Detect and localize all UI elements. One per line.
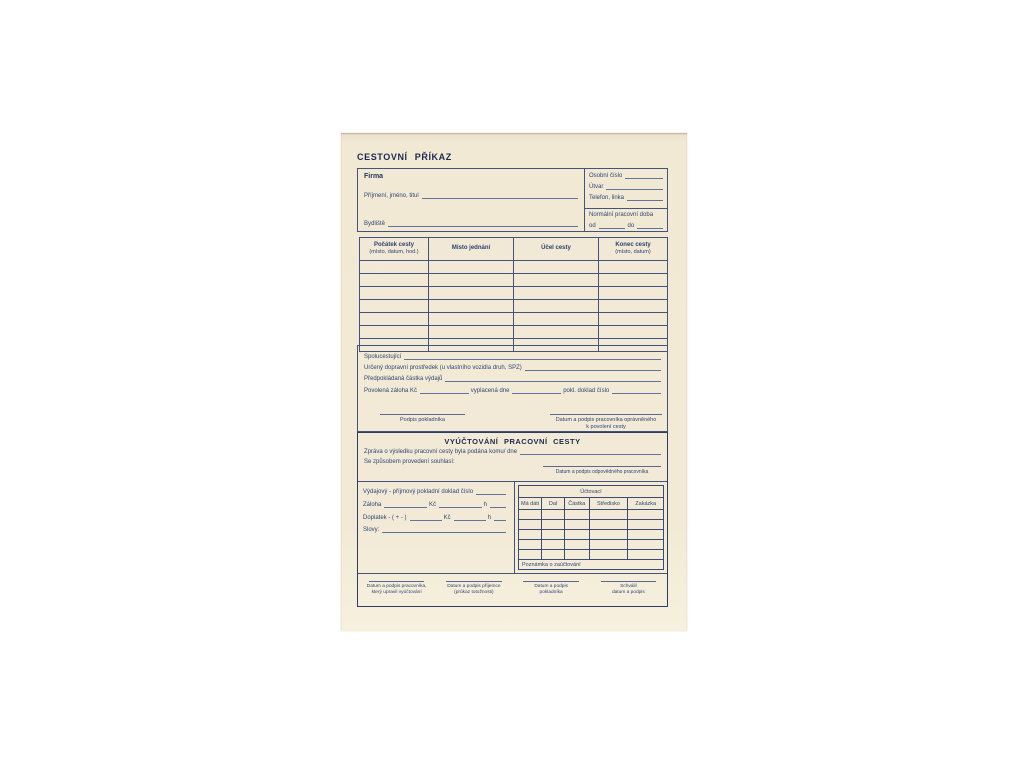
trip-col-end-sub: (místo, datum)	[615, 249, 651, 256]
signature-recipient-label2: (průkaz totožnosti)	[454, 590, 494, 596]
accounting-cell	[590, 520, 629, 529]
trip-cell-purpose	[514, 326, 599, 338]
accounting-col-zakazka: Zakázka	[635, 500, 657, 507]
advance-label: Povolená záloha Kč	[364, 388, 418, 395]
settlement-middle	[358, 482, 667, 573]
voucher-field	[363, 489, 506, 496]
trip-cell-place	[429, 300, 514, 312]
accounting-cell	[519, 530, 542, 539]
signature-approved	[590, 574, 667, 606]
accounting-row	[519, 509, 663, 519]
advance-field	[364, 388, 661, 395]
accounting-cell	[519, 540, 542, 549]
trip-cell-place	[429, 287, 514, 299]
accounting-cell	[565, 510, 589, 519]
trip-col-place-label: Místo jednání	[451, 245, 491, 252]
transport-fill-line	[525, 365, 661, 371]
trip-cell-place	[429, 261, 514, 273]
trip-cell-end	[599, 261, 667, 273]
trip-cell-place	[429, 274, 514, 286]
form-title: CESTOVNÍ PŘÍKAZ	[357, 152, 452, 162]
trip-cell-end	[599, 313, 667, 325]
transport-label: Určený dopravní prostředek (u vlastního vozidla druh, SPZ)	[364, 365, 522, 372]
approver-signature	[550, 414, 662, 431]
voucher-label: Výdajový - příjmový pokladní doklad číslo	[363, 489, 474, 496]
trip-cell-start	[360, 300, 429, 312]
to-label: do	[627, 223, 635, 230]
approver-signature-line	[550, 414, 662, 415]
trip-cell-start	[360, 274, 429, 286]
companions-fill-line	[404, 354, 661, 360]
accounting-cell	[590, 510, 629, 519]
accounting-cell	[565, 540, 589, 549]
surcharge-amount-line	[410, 515, 442, 521]
report-fill-line	[520, 449, 661, 455]
receipt-number-label: pokl. doklad číslo	[563, 388, 610, 395]
accounting-header	[519, 497, 663, 509]
trip-cell-place	[429, 313, 514, 325]
cashier-signature-label: Podpis pokladníka	[400, 417, 445, 423]
header-box	[357, 168, 668, 232]
department-field	[589, 184, 663, 191]
trip-cell-start	[360, 326, 429, 338]
voucher-fill-line	[476, 489, 506, 495]
trip-cell-purpose	[514, 287, 599, 299]
bottom-signature-band	[358, 574, 667, 606]
accounting-cell	[565, 550, 589, 559]
trip-cell-end	[599, 287, 667, 299]
settlement-box	[357, 432, 668, 607]
accounting-cell	[542, 520, 565, 529]
words-label: Slovy:	[363, 527, 380, 534]
to-fill-line	[637, 223, 663, 229]
report-field	[364, 449, 661, 456]
cashier-signature-line	[380, 414, 465, 415]
accounting-col-stredisko: Středisko	[590, 498, 629, 509]
trip-col-end	[599, 238, 667, 260]
trip-table	[359, 237, 668, 352]
personal-number-field	[589, 173, 663, 180]
accounting-cell	[590, 540, 629, 549]
companions-field	[364, 354, 661, 361]
trip-col-start-label: Počátek cesty	[373, 241, 415, 248]
companions-label: Spolucestující	[364, 354, 402, 361]
estimated-amount-field	[364, 376, 661, 383]
accounting-section	[515, 482, 667, 573]
trip-col-purpose-label: Účel cesty	[541, 245, 571, 252]
signature-preparer	[358, 574, 435, 606]
approver-signature-label-line1: Datum a podpis pracovníka oprávněného	[555, 417, 657, 423]
surcharge-h-line	[494, 515, 506, 521]
phone-label: Telefon, linka	[589, 195, 625, 202]
accounting-col-madati: Má dáti	[519, 498, 542, 509]
signature-approved-label2: datum a podpis	[611, 590, 645, 596]
trip-cell-place	[429, 326, 514, 338]
header-divider	[585, 208, 667, 209]
advance-fill-line	[420, 388, 469, 394]
receipt-number-fill-line	[612, 388, 661, 394]
accounting-cell	[542, 540, 565, 549]
accounting-row	[519, 529, 663, 539]
advance-settlement-field	[363, 502, 506, 509]
signature-cashier	[513, 574, 590, 606]
advance-h-label: h	[483, 502, 487, 509]
signature-preparer-line	[369, 581, 425, 582]
company-section	[358, 169, 585, 231]
responsible-signature	[543, 466, 661, 476]
trip-table-row	[360, 312, 667, 325]
from-label: od	[589, 223, 596, 230]
surcharge-field	[363, 515, 506, 522]
trip-table-header	[360, 238, 667, 260]
authorization-box	[357, 345, 668, 432]
from-fill-line	[599, 223, 625, 229]
paid-on-fill-line	[512, 388, 561, 394]
signature-cashier-label2: pokladníka	[539, 590, 563, 596]
trip-col-end-label: Konec cesty	[615, 241, 651, 248]
address-label: Bydliště	[364, 221, 386, 228]
travel-order-form-paper	[341, 133, 687, 631]
trip-cell-start	[360, 261, 429, 273]
personal-number-fill-line	[625, 173, 663, 179]
trip-cell-start	[360, 313, 429, 325]
accounting-cell	[542, 510, 565, 519]
signature-recipient-line	[446, 581, 502, 582]
signature-preparer-label2: který upravil vyúčtování	[371, 590, 422, 596]
name-fill-line	[422, 193, 578, 199]
approver-signature-label-line2: k povolení cesty	[586, 424, 626, 431]
accounting-cell	[565, 530, 589, 539]
name-label: Příjmení, jméno, titul	[364, 193, 419, 200]
working-hours-label: Normální pracovní doba	[589, 212, 654, 218]
trip-table-row	[360, 273, 667, 286]
accounting-cell	[628, 510, 663, 519]
name-field	[364, 193, 578, 200]
advance-amount-line	[384, 502, 427, 508]
surcharge-label: Doplatek - ( + - )	[363, 515, 407, 522]
trip-col-place	[429, 238, 514, 260]
trip-col-start-sub: (místo, datum, hod.)	[369, 249, 419, 256]
words-fill-line	[382, 527, 506, 533]
accounting-cell	[628, 550, 663, 559]
address-fill-line	[388, 221, 578, 227]
accounting-table	[518, 485, 664, 570]
advance-h-line	[490, 502, 506, 508]
responsible-signature-label: Datum a podpis odpovědného pracovníka	[555, 469, 649, 475]
surcharge-kc-label: Kč	[443, 515, 451, 522]
company-label: Firma	[364, 173, 384, 180]
paid-on-label: vyplacená dne	[470, 388, 510, 395]
trip-table-row	[360, 260, 667, 273]
personal-number-label: Osobní číslo	[589, 173, 623, 180]
signature-recipient	[435, 574, 512, 606]
advance-kc-line	[439, 502, 482, 508]
accounting-col-dal: Dal	[542, 498, 565, 509]
advance-settlement-label: Záloha	[363, 502, 382, 509]
trip-cell-end	[599, 300, 667, 312]
accounting-cell	[542, 550, 565, 559]
signature-cashier-label1: Datum a podpis	[534, 584, 568, 589]
signature-preparer-label1: Datum a podpis pracovníka,	[366, 584, 427, 589]
transport-field	[364, 365, 661, 372]
trip-cell-end	[599, 274, 667, 286]
phone-field	[589, 195, 663, 202]
signature-recipient-label1: Datum a podpis příjemce	[447, 584, 501, 589]
words-field	[363, 527, 506, 534]
settlement-cash-section	[358, 482, 515, 573]
trip-cell-purpose	[514, 313, 599, 325]
department-label: Útvar	[589, 184, 604, 191]
accounting-row	[519, 539, 663, 549]
accounting-cell	[519, 510, 542, 519]
trip-cell-purpose	[514, 300, 599, 312]
cashier-signature	[380, 414, 465, 424]
estimated-amount-fill-line	[445, 376, 661, 382]
accounting-cell	[519, 520, 542, 529]
accounting-cell	[628, 540, 663, 549]
trip-col-start	[360, 238, 429, 260]
accounting-cell	[519, 550, 542, 559]
accounting-cell	[590, 550, 629, 559]
accounting-cell	[542, 530, 565, 539]
accounting-cell	[590, 530, 629, 539]
trip-cell-purpose	[514, 274, 599, 286]
surcharge-kc-line	[454, 515, 486, 521]
accounting-note-label: Poznámka o zaúčtování	[519, 559, 663, 569]
trip-cell-end	[599, 326, 667, 338]
department-fill-line	[606, 184, 663, 190]
surcharge-h-label: h	[487, 515, 491, 522]
trip-cell-start	[360, 287, 429, 299]
trip-table-row	[360, 286, 667, 299]
report-label: Zpráva o výsledku pracovní cesty byla podána komu/ dne	[364, 449, 518, 456]
address-field	[364, 221, 578, 228]
trip-table-row	[360, 299, 667, 312]
signature-approved-label1: Schválil	[620, 584, 637, 589]
trip-col-purpose	[514, 238, 599, 260]
accounting-cell	[628, 530, 663, 539]
working-hours-field	[589, 223, 663, 230]
accounting-cell	[565, 520, 589, 529]
accounting-body	[519, 509, 663, 559]
phone-fill-line	[627, 195, 663, 201]
accounting-cell	[628, 520, 663, 529]
advance-kc-label: Kč	[429, 502, 437, 509]
personal-data-section	[585, 169, 667, 231]
trip-cell-purpose	[514, 261, 599, 273]
estimated-amount-label: Předpokládaná částka výdajů	[364, 376, 443, 383]
accounting-col-castka: Částka	[565, 498, 589, 509]
signature-cashier-line	[523, 581, 579, 582]
settlement-title: VYÚČTOVÁNÍ PRACOVNÍ CESTY	[444, 437, 581, 446]
responsible-signature-line	[543, 466, 661, 467]
accounting-title: Účtovací	[580, 488, 602, 495]
trip-table-body	[360, 260, 667, 351]
accounting-row	[519, 519, 663, 529]
signature-approved-line	[601, 581, 657, 582]
accounting-row	[519, 549, 663, 559]
agreement-label: Se způsobem provedení souhlasí:	[364, 459, 455, 465]
trip-table-row	[360, 325, 667, 338]
